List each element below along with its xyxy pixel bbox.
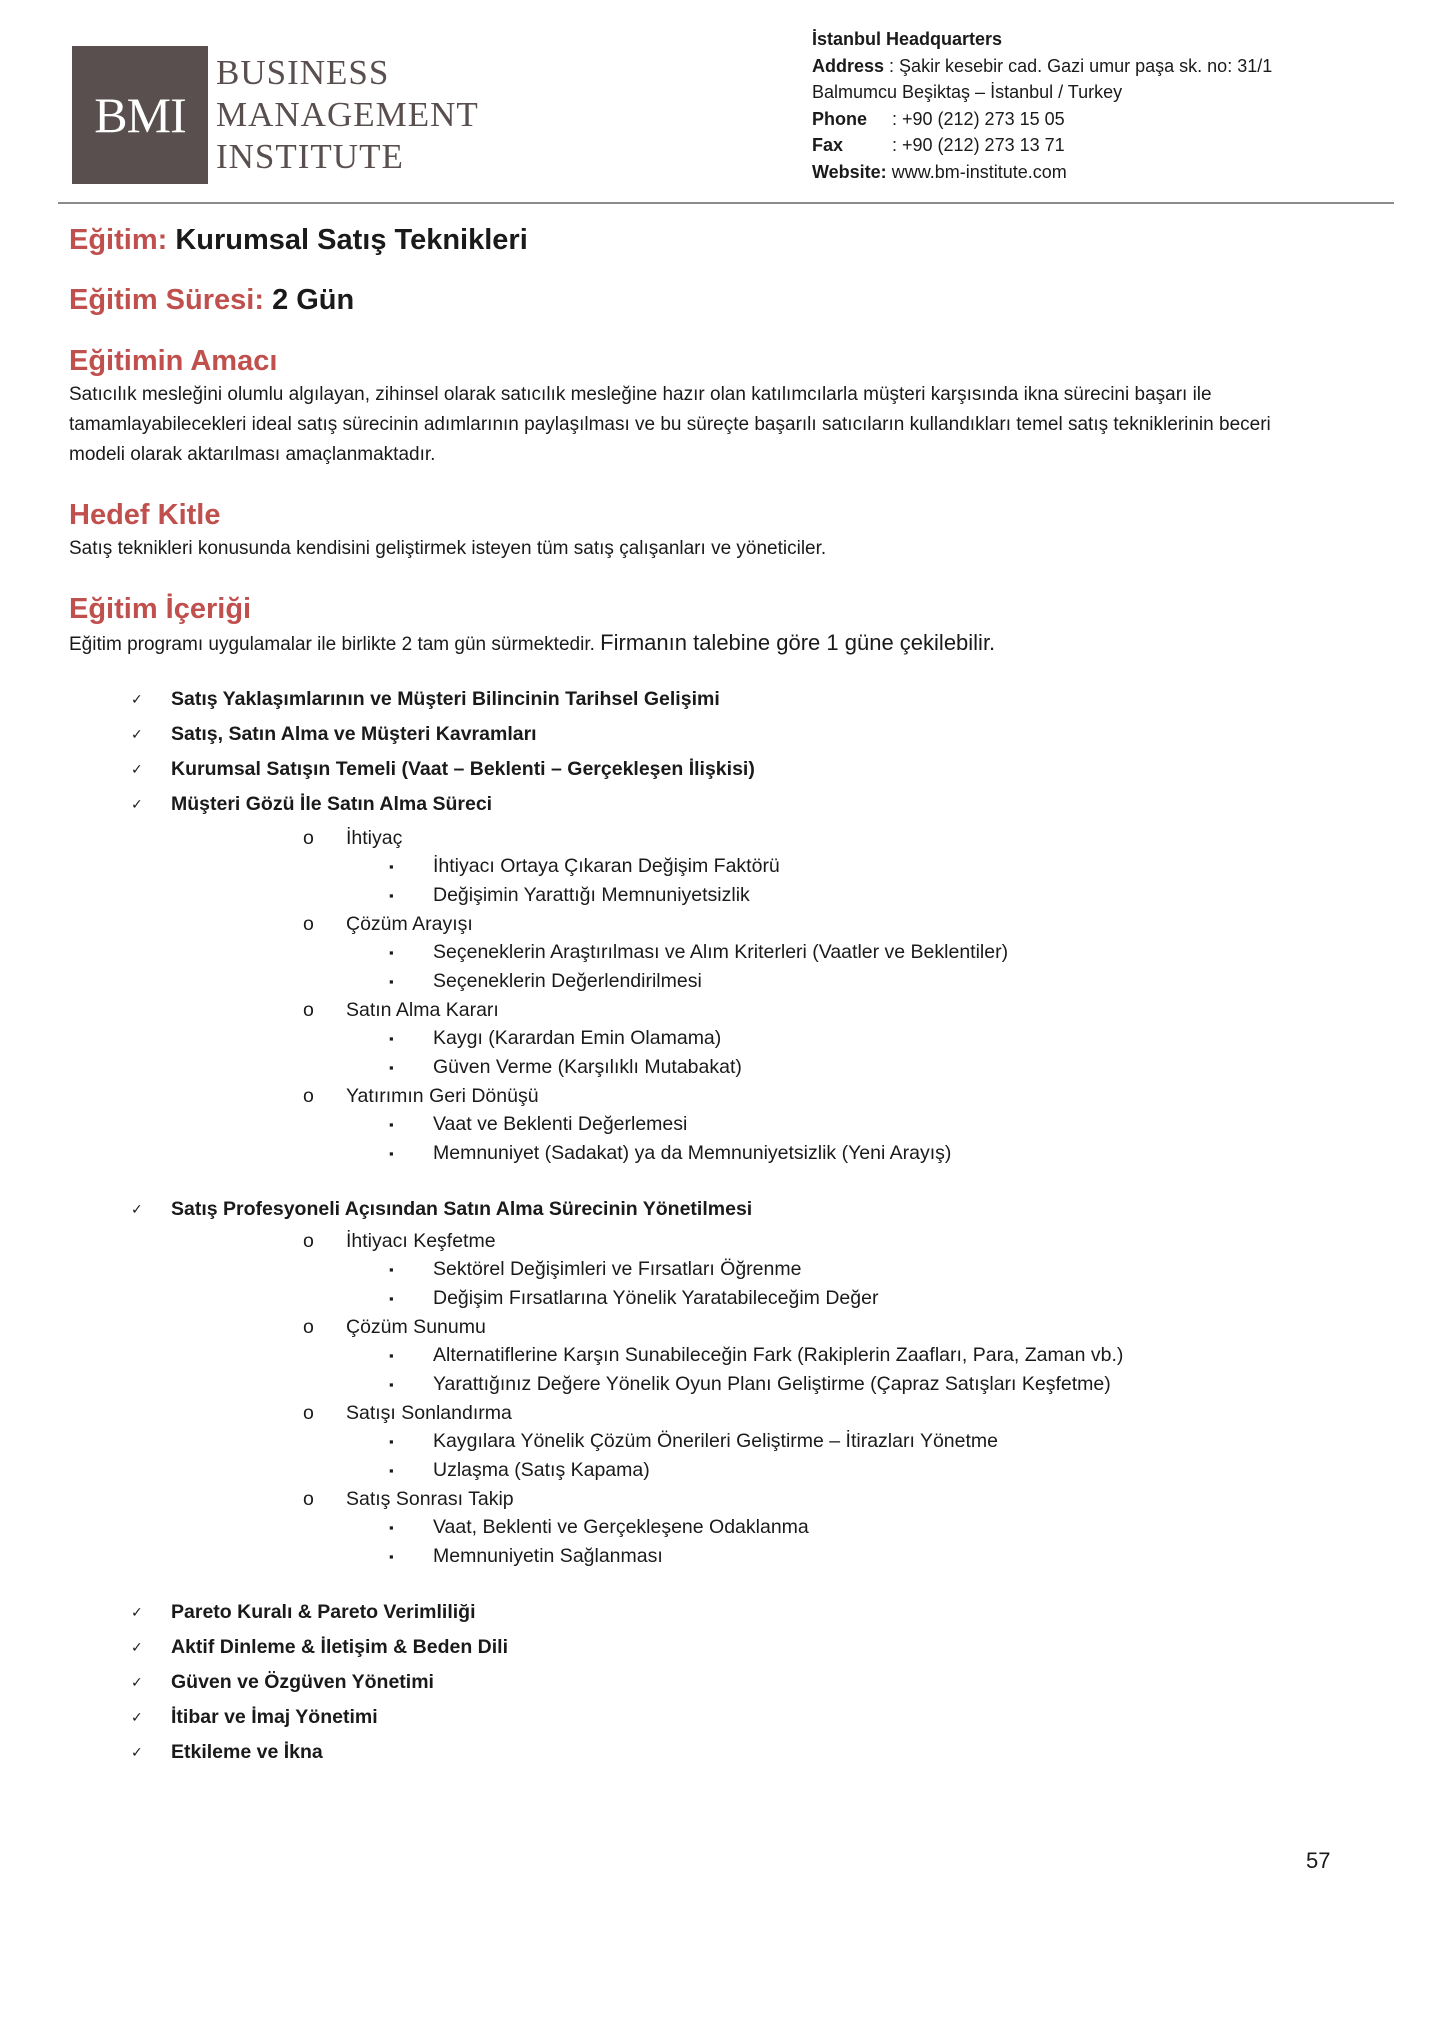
sublist-sales-management (69, 1227, 1329, 1571)
list-item (69, 752, 1329, 787)
list-item-label: İtibar ve İmaj Yönetimi (171, 1706, 378, 1728)
purpose-heading: Eğitimin Amacı (69, 345, 278, 377)
sub-item (69, 910, 1329, 938)
square-bullet-icon: ▪ (389, 1146, 394, 1161)
sub-sub-item (69, 1370, 1329, 1399)
sub-sub-item-label: Vaat ve Beklenti Değerlemesi (433, 1113, 688, 1135)
square-bullet-icon: ▪ (389, 945, 394, 960)
square-bullet-icon: ▪ (389, 1031, 394, 1046)
phone-label: Phone (812, 108, 868, 129)
sublist-buying-process (69, 824, 1329, 1168)
sub-sub-item-label: Sektörel Değişimleri ve Fırsatları Öğrenme (433, 1258, 802, 1280)
sub-item (69, 1485, 1329, 1513)
list-item (69, 1700, 1329, 1735)
sub-item-label: Satın Alma Kararı (346, 999, 499, 1021)
check-bullet-icon: ✓ (131, 1744, 143, 1760)
square-bullet-icon: ▪ (389, 1377, 394, 1392)
address-line-2: Balmumcu Beşiktaş – İstanbul / Turkey (812, 82, 1123, 102)
sub-sub-item-label: Değişimin Yarattığı Memnuniyetsizlik (433, 884, 750, 906)
sub-sub-item (69, 1255, 1329, 1284)
circle-bullet-icon: o (303, 1085, 314, 1107)
sub-sub-item-label: Güven Verme (Karşılıklı Mutabakat) (433, 1056, 742, 1078)
sub-sub-item (69, 1341, 1329, 1370)
square-bullet-icon: ▪ (389, 1549, 394, 1564)
course-title (69, 220, 1329, 260)
check-bullet-icon: ✓ (131, 1201, 143, 1217)
list-item (69, 1735, 1329, 1770)
sub-item-label: Yatırımın Geri Dönüşü (346, 1085, 539, 1107)
document-body (69, 220, 1329, 1770)
course-duration-label: Eğitim Süresi: (69, 284, 264, 316)
circle-bullet-icon: o (303, 1230, 314, 1252)
list-item (69, 787, 1329, 822)
logo-line-3: INSTITUTE (216, 137, 404, 176)
check-bullet-icon: ✓ (131, 1674, 143, 1690)
sub-sub-item (69, 1053, 1329, 1082)
content-list-3 (69, 1595, 1329, 1770)
circle-bullet-icon: o (303, 1402, 314, 1424)
list-item-label: Etkileme ve İkna (171, 1741, 323, 1763)
list-item-label: Satış, Satın Alma ve Müşteri Kavramları (171, 723, 537, 745)
circle-bullet-icon: o (303, 913, 314, 935)
sub-sub-item-label: Kaygılara Yönelik Çözüm Önerileri Geliştirme – İtirazları Yönetme (433, 1430, 999, 1452)
square-bullet-icon: ▪ (389, 1291, 394, 1306)
website-label: Website: (812, 161, 887, 182)
square-bullet-icon: ▪ (389, 1463, 394, 1478)
content-intro (69, 628, 1329, 660)
sub-sub-item-label: Seçeneklerin Değerlendirilmesi (433, 970, 702, 992)
square-bullet-icon: ▪ (389, 1262, 394, 1277)
check-bullet-icon: ✓ (131, 1604, 143, 1620)
list-item (69, 1595, 1329, 1630)
sub-item (69, 1082, 1329, 1110)
square-bullet-icon: ▪ (389, 1117, 394, 1132)
content-intro-note: Firmanın talebine göre 1 güne çekilebilir. (600, 630, 996, 655)
list-item-label: Satış Yaklaşımlarının ve Müşteri Bilincinin Tarihsel Gelişimi (171, 688, 720, 710)
list-item-label: Pareto Kuralı & Pareto Verimliliği (171, 1601, 476, 1623)
list-item (69, 717, 1329, 752)
sub-sub-item-label: Değişim Fırsatlarına Yönelik Yaratabileceğim Değer (433, 1287, 879, 1309)
bmi-logo (72, 46, 479, 184)
sub-sub-item-label: Memnuniyetin Sağlanması (433, 1545, 663, 1567)
sub-item-label: Çözüm Arayışı (346, 913, 473, 935)
purpose-text: Satıcılık mesleğini olumlu algılayan, zihinsel olarak satıcılık mesleğine hazır olan katılımcılarla müşteri karşısında ikna sürecini başarı ile tamamlayabilecekleri ideal satış sürecinin adımlarının paylaşılması ve bu süreçte başarılı satıcıların kullandıkları temel satış tekniklerinin beceri modeli olarak aktarılması amaçlanmaktadır. (69, 384, 1271, 465)
sub-sub-item (69, 881, 1329, 910)
check-bullet-icon: ✓ (131, 1709, 143, 1725)
sub-item-label: Satışı Sonlandırma (346, 1402, 512, 1424)
sub-sub-item-label: Seçeneklerin Araştırılması ve Alım Kriterleri (Vaatler ve Beklentiler) (433, 941, 1009, 963)
sub-sub-item-label: Kaygı (Karardan Emin Olamama) (433, 1027, 722, 1049)
square-bullet-icon: ▪ (389, 1434, 394, 1449)
square-bullet-icon: ▪ (389, 1348, 394, 1363)
sub-sub-item (69, 1110, 1329, 1139)
square-bullet-icon: ▪ (389, 1060, 394, 1075)
fax-label: Fax (812, 135, 844, 155)
square-bullet-icon: ▪ (389, 859, 394, 874)
check-bullet-icon: ✓ (131, 691, 143, 707)
address-line-1: : Şakir kesebir cad. Gazi umur paşa sk. no: 31/1 (889, 55, 1273, 76)
headquarters-contact (812, 26, 1272, 185)
bmi-logo-wordmark (216, 52, 479, 178)
sub-sub-item-label: Uzlaşma (Satış Kapama) (433, 1459, 650, 1481)
list-item-label: Satış Profesyoneli Açısından Satın Alma Sürecinin Yönetilmesi (171, 1198, 753, 1220)
audience-heading: Hedef Kitle (69, 499, 221, 531)
sub-sub-item (69, 1284, 1329, 1313)
sub-sub-item (69, 1513, 1329, 1542)
check-bullet-icon: ✓ (131, 796, 143, 812)
list-item (69, 1192, 1329, 1227)
check-bullet-icon: ✓ (131, 726, 143, 742)
logo-line-1: BUSINESS (216, 53, 390, 92)
circle-bullet-icon: o (303, 827, 314, 849)
course-duration (69, 280, 1329, 320)
sub-sub-item (69, 1542, 1329, 1571)
sub-sub-item-label: İhtiyacı Ortaya Çıkaran Değişim Faktörü (433, 855, 780, 877)
course-title-label: Eğitim: (69, 224, 168, 256)
sub-item-label: Çözüm Sunumu (346, 1316, 486, 1338)
page-number: 57 (1306, 1848, 1331, 1873)
course-duration-value: 2 Gün (272, 284, 355, 316)
list-item-label: Müşteri Gözü İle Satın Alma Süreci (171, 793, 493, 815)
list-item-label: Kurumsal Satışın Temeli (Vaat – Beklenti – Gerçekleşen İlişkisi) (171, 758, 755, 780)
sub-sub-item (69, 938, 1329, 967)
sub-item (69, 1399, 1329, 1427)
phone-value: : +90 (212) 273 15 05 (892, 108, 1065, 129)
bmi-logo-mark: BMI (72, 46, 208, 184)
square-bullet-icon: ▪ (389, 974, 394, 989)
hq-title: İstanbul Headquarters (812, 29, 1003, 49)
sub-item (69, 1313, 1329, 1341)
sub-sub-item (69, 1139, 1329, 1168)
sub-sub-item-label: Alternatiflerine Karşın Sunabileceğin Fark (Rakiplerin Zaafları, Para, Zaman vb.) (433, 1344, 1124, 1366)
content-heading: Eğitim İçeriği (69, 593, 252, 625)
address-label: Address (812, 55, 885, 76)
sub-sub-item (69, 967, 1329, 996)
circle-bullet-icon: o (303, 1316, 314, 1338)
course-title-value: Kurumsal Satış Teknikleri (175, 224, 528, 256)
sub-item-label: İhtiyaç (346, 827, 403, 849)
sub-sub-item (69, 1456, 1329, 1485)
sub-sub-item-label: Vaat, Beklenti ve Gerçekleşene Odaklanma (433, 1516, 809, 1538)
content-intro-text: Eğitim programı uygulamalar ile birlikte 2 tam gün sürmektedir. (69, 634, 595, 655)
list-item-label: Aktif Dinleme & İletişim & Beden Dili (171, 1636, 508, 1658)
header-divider (58, 202, 1394, 204)
circle-bullet-icon: o (303, 1488, 314, 1510)
sub-item (69, 996, 1329, 1024)
audience-text: Satış teknikleri konusunda kendisini geliştirmek isteyen tüm satış çalışanları ve yöneticiler. (69, 538, 827, 559)
check-bullet-icon: ✓ (131, 1639, 143, 1655)
sub-sub-item-label: Yarattığınız Değere Yönelik Oyun Planı Geliştirme (Çapraz Satışları Keşfetme) (433, 1373, 1111, 1395)
square-bullet-icon: ▪ (389, 1520, 394, 1535)
list-item (69, 1665, 1329, 1700)
fax-value: : +90 (212) 273 13 71 (892, 135, 1065, 155)
circle-bullet-icon: o (303, 999, 314, 1021)
sub-item (69, 1227, 1329, 1255)
list-item (69, 682, 1329, 717)
list-item (69, 1630, 1329, 1665)
content-list-2 (69, 1192, 1329, 1227)
sub-item-label: Satış Sonrası Takip (346, 1488, 514, 1510)
sub-sub-item (69, 1427, 1329, 1456)
check-bullet-icon: ✓ (131, 761, 143, 777)
sub-sub-item (69, 852, 1329, 881)
content-list (69, 682, 1329, 822)
logo-line-2: MANAGEMENT (216, 95, 479, 134)
website-link[interactable]: www.bm-institute.com (891, 161, 1067, 182)
sub-sub-item (69, 1024, 1329, 1053)
square-bullet-icon: ▪ (389, 888, 394, 903)
sub-item (69, 824, 1329, 852)
sub-item-label: İhtiyacı Keşfetme (346, 1230, 496, 1252)
list-item-label: Güven ve Özgüven Yönetimi (171, 1671, 434, 1693)
sub-sub-item-label: Memnuniyet (Sadakat) ya da Memnuniyetsizlik (Yeni Arayış) (433, 1142, 952, 1164)
